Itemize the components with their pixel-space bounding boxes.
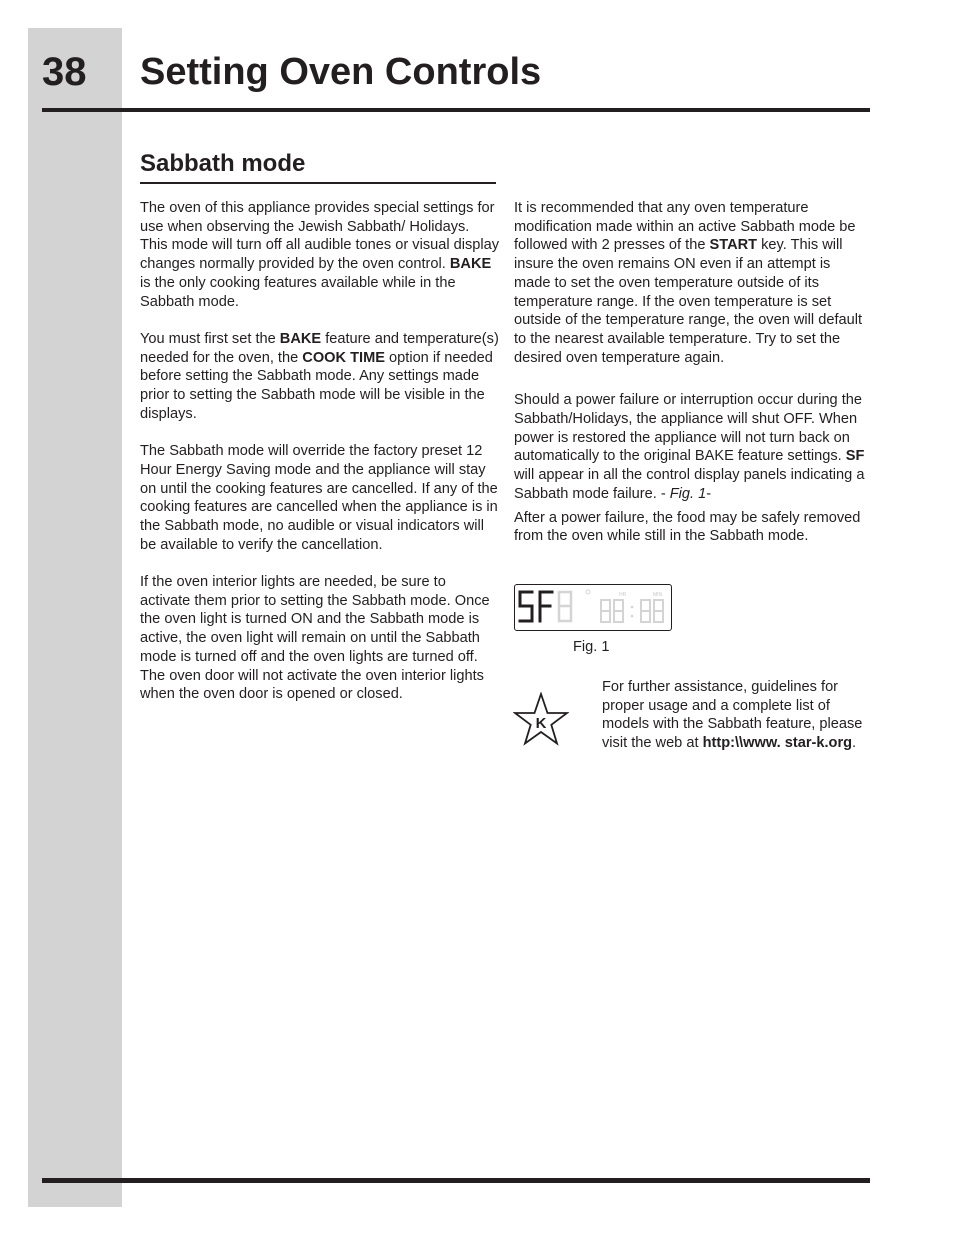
clock-digits <box>601 600 663 622</box>
digit-f <box>540 592 552 621</box>
star-k-letter: K <box>535 715 547 732</box>
min-label: MIN <box>653 592 663 598</box>
seven-segment-display <box>515 585 671 630</box>
hr-label: HR <box>619 592 627 598</box>
paragraph-temperature: It is recommended that any oven temperature modification made within an active Sabbath mode be followed with 2 presses of the START key. This will insure the oven remains ON even if an attempt is made to set the oven temperature outside of its temperature range. If the oven temperature is set outside of the temperature range, the oven will default to the nearest available temperature. Try to set the desired oven temperature again. <box>514 200 863 366</box>
left-column <box>140 199 500 704</box>
clock-colon-top <box>631 606 634 609</box>
page-number: 38 <box>42 50 87 94</box>
paragraph-override: The Sabbath mode will override the factory preset 12 Hour Energy Saving mode and the appliance will stay on until the cooking features are cancelled. If any of the cooking features are cancelled when the appliance is in the Sabbath mode, no audible or visual indicators will be available to verify the cancellation. <box>140 443 498 553</box>
header-rule <box>42 108 870 112</box>
figure-caption: Fig. 1 <box>573 639 610 655</box>
page-sidebar <box>28 28 122 1207</box>
paragraph-after-failure: After a power failure, the food may be safely removed from the oven while still in the Sabbath mode. <box>514 509 861 545</box>
page-title: Setting Oven Controls <box>140 51 542 93</box>
section-rule <box>140 182 496 184</box>
star-k-link[interactable]: http:\\www. star-k.org <box>702 735 853 752</box>
assistance-note: For further assistance, guidelines for proper usage and a complete list of models with the Sabbath feature, please visit the web at http:\\www. star-k.org. <box>602 679 863 752</box>
paragraph-lights: If the oven interior lights are needed, be sure to activate them prior to setting the Sabbath mode. Once the oven light is turned ON and the Sabbath mode is active, the oven light will remain on until the Sabbath mode is turned off and the oven lights are turned off. The oven door will not activate the oven interior lights when the oven door is opened or closed. <box>140 574 490 703</box>
star-k-icon <box>513 692 569 746</box>
paragraph-intro: The oven of this appliance provides special settings for use when observing the Jewish Sabbath/ Holidays. This mode will turn off all audible tones or visual display changes normally provided by the oven control. BAKE is the only cooking features available while in the Sabbath mode. <box>140 200 500 310</box>
digit-faint <box>559 592 571 621</box>
paragraph-power-failure: Should a power failure or interruption occur during the Sabbath/Holidays, the appliance will shut OFF. When power is restored the appliance will not turn back on automatically to the original BAKE feature settings. SF will appear in all the control display panels indicating a Sabbath mode failure. - Fig. 1- <box>514 392 865 502</box>
footer-rule <box>42 1178 870 1183</box>
right-column <box>514 199 870 546</box>
degree-dot <box>586 590 590 594</box>
sf-display-figure <box>514 584 672 631</box>
paragraph-setup: You must first set the BAKE feature and temperature(s) needed for the oven, the COOK TIME option if needed before setting the Sabbath mode. Any settings made prior to setting the Sabbath mode will be visible in the displays. <box>140 330 499 422</box>
digit-s <box>520 592 532 621</box>
section-title: Sabbath mode <box>140 150 306 177</box>
clock-colon-bottom <box>631 615 634 618</box>
